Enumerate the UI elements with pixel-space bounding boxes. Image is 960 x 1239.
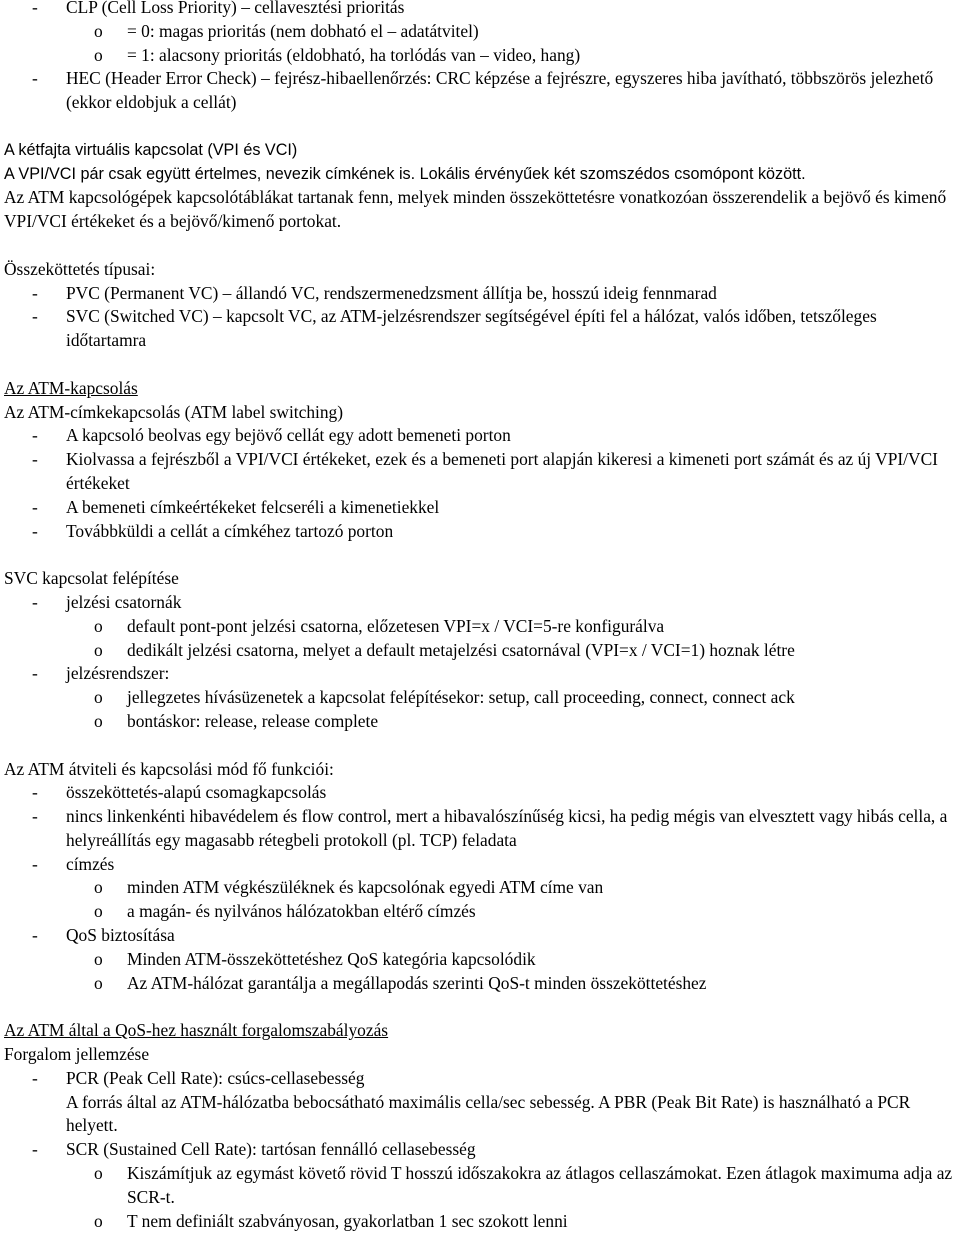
blank-line — [4, 115, 960, 139]
sub-bullet-item — [4, 710, 960, 734]
circle-marker: o — [94, 44, 103, 65]
paragraph: Összeköttetés típusai: — [4, 258, 156, 279]
item-text: a magán- és nyilvános hálózatokban eltérő címzés — [127, 901, 476, 922]
bullet-item — [4, 781, 960, 805]
bullet-item — [4, 1138, 960, 1162]
dash-marker: - — [32, 282, 38, 303]
sub-bullet-item — [4, 1162, 960, 1210]
sub-bullet-item — [4, 1210, 960, 1234]
item-text: PVC (Permanent VC) – állandó VC, rendszermenedzsment állítja be, hosszú ideig fennmarad — [66, 282, 717, 303]
circle-marker: o — [94, 710, 103, 731]
item-text: jellegzetes hívásüzenetek a kapcsolat felépítésekor: setup, call proceeding, connect, connect ack — [127, 687, 795, 708]
dash-marker: - — [32, 306, 38, 327]
blank-line — [4, 543, 960, 567]
circle-marker: o — [94, 877, 103, 898]
dash-marker: - — [32, 449, 38, 470]
dash-marker: - — [32, 1139, 38, 1160]
item-text: = 1: alacsony prioritás (eldobható, ha torlódás van – video, hang) — [127, 44, 581, 65]
bullet-item — [4, 1067, 960, 1091]
item-text: Kiszámítjuk az egymást követő rövid T hosszú időszakokra az átlagos cellaszámokat. Ezen átlagok maximuma adja az SCR-t. — [127, 1163, 953, 1207]
sub-bullet-item — [4, 20, 960, 44]
bullet-item — [4, 0, 960, 20]
item-text: összeköttetés-alapú csomagkapcsolás — [66, 782, 327, 803]
item-continuation: A forrás által az ATM-hálózatba bebocsátható maximális cella/sec sebesség. A PBR (Peak Bit Rate) is használható a PCR helyett. — [66, 1091, 911, 1136]
paragraph: A kétfajta virtuális kapcsolat (VPI és VCI) — [4, 140, 298, 159]
dash-marker: - — [32, 496, 38, 517]
sub-bullet-item — [4, 639, 960, 663]
dash-marker: - — [32, 806, 38, 827]
sub-bullet-item — [4, 44, 960, 68]
bullet-item — [4, 853, 960, 877]
item-text: dedikált jelzési csatorna, melyet a default metajelzési csatornával (VPI=x / VCI=1) hoznak létre — [127, 639, 795, 660]
item-text: bontáskor: release, release complete — [127, 710, 379, 731]
circle-marker: o — [94, 1163, 103, 1184]
item-text: PCR (Peak Cell Rate): csúcs-cellasebesség — [66, 1067, 365, 1088]
dash-marker: - — [32, 782, 38, 803]
item-text: HEC (Header Error Check) – fejrész-hibaellenőrzés: CRC képzése a fejrészre, egyszeres hiba javítható, többszörös jelezhető (ekkor eldobjuk a cellát) — [66, 68, 934, 113]
item-text: nincs linkenkénti hibavédelem és flow control, mert a hibavalószínűség kicsi, ha pedig mégis van elvesztett vagy hibás cella, a helyreállítás egy magasabb rétegbeli protokoll (pl. TCP) feladata — [66, 806, 948, 850]
circle-marker: o — [94, 687, 103, 708]
dash-marker: - — [32, 0, 38, 17]
dash-marker: - — [32, 925, 38, 946]
section-heading: Az ATM által a QoS-hez használt forgalomszabályozás — [4, 1020, 389, 1041]
paragraph: Az ATM átviteli és kapcsolási mód fő funkciói: — [4, 758, 334, 779]
bullet-item — [4, 424, 960, 448]
item-text: jelzésrendszer: — [66, 663, 170, 684]
bullet-item — [4, 305, 960, 353]
bullet-item — [4, 448, 960, 496]
item-text: = 0: magas prioritás (nem dobható el – adatátvitel) — [127, 20, 479, 41]
sub-bullet-item — [4, 972, 960, 996]
circle-marker: o — [94, 948, 103, 969]
section-heading: Az ATM-kapcsolás — [4, 377, 138, 398]
dash-marker: - — [32, 663, 38, 684]
circle-marker: o — [94, 639, 103, 660]
item-text: Az ATM-hálózat garantálja a megállapodás szerinti QoS-t minden összeköttetéshez — [127, 972, 707, 993]
dash-marker: - — [32, 425, 38, 446]
item-text: SVC (Switched VC) – kapcsolt VC, az ATM-jelzésrendszer segítségével építi fel a hálózat, valós időben, tetszőleges időtartamra — [66, 306, 877, 351]
bullet-item — [4, 67, 960, 115]
dash-marker: - — [32, 591, 38, 612]
document-page — [4, 0, 960, 1233]
sub-bullet-item — [4, 900, 960, 924]
sub-bullet-item — [4, 876, 960, 900]
item-text: Minden ATM-összeköttetéshez QoS kategória kapcsolódik — [127, 948, 536, 969]
dash-marker: - — [32, 853, 38, 874]
item-text: default pont-pont jelzési csatorna, előzetesen VPI=x / VCI=5-re konfigurálva — [127, 615, 665, 636]
bullet-item — [4, 924, 960, 948]
bullet-item — [4, 282, 960, 306]
item-text: T nem definiált szabványosan, gyakorlatban 1 sec szokott lenni — [127, 1210, 568, 1231]
bullet-item — [4, 520, 960, 544]
item-text: SCR (Sustained Cell Rate): tartósan fennálló cellasebesség — [66, 1139, 476, 1160]
item-text: CLP (Cell Loss Priority) – cellavesztési prioritás — [66, 0, 405, 17]
item-text: A bemeneti címkeértékeket felcseréli a kimenetiekkel — [66, 496, 440, 517]
paragraph: A VPI/VCI pár csak együtt értelmes, nevezik címkének is. Lokális érvényűek két szomszédos csomópont között. — [4, 164, 806, 183]
blank-line — [4, 734, 960, 758]
blank-line — [4, 353, 960, 377]
item-text: QoS biztosítása — [66, 925, 175, 946]
blank-line — [4, 995, 960, 1019]
paragraph: Az ATM kapcsológépek kapcsolótáblákat tartanak fenn, melyek minden összeköttetésre vonatkozóan összerendelik a bejövő és kimenő VPI/VCI értékeket és a bejövő/kimenő portokat. — [4, 187, 947, 232]
sub-bullet-item — [4, 615, 960, 639]
circle-marker: o — [94, 972, 103, 993]
paragraph: Forgalom jellemzése — [4, 1044, 150, 1065]
bullet-item — [4, 662, 960, 686]
item-text: címzés — [66, 853, 115, 874]
paragraph: SVC kapcsolat felépítése — [4, 568, 179, 589]
item-text: Továbbküldi a cellát a címkéhez tartozó porton — [66, 520, 394, 541]
sub-bullet-item — [4, 686, 960, 710]
bullet-item — [4, 496, 960, 520]
sub-bullet-item — [4, 948, 960, 972]
bullet-item — [4, 805, 960, 853]
item-text: jelzési csatornák — [66, 591, 182, 612]
circle-marker: o — [94, 1210, 103, 1231]
dash-marker: - — [32, 520, 38, 541]
item-text: minden ATM végkészüléknek és kapcsolónak egyedi ATM címe van — [127, 877, 604, 898]
item-text: A kapcsoló beolvas egy bejövő cellát egy adott bemeneti porton — [66, 425, 511, 446]
dash-marker: - — [32, 68, 38, 89]
item-text: Kiolvassa a fejrészből a VPI/VCI értékeket, ezek és a bemeneti port alapján kikeresi a kimeneti port számát és az új VPI/VCI értékeket — [66, 449, 938, 493]
circle-marker: o — [94, 20, 103, 41]
circle-marker: o — [94, 615, 103, 636]
blank-line — [4, 234, 960, 258]
dash-marker: - — [32, 1067, 38, 1088]
bullet-item — [4, 591, 960, 615]
paragraph: Az ATM-címkekapcsolás (ATM label switching) — [4, 401, 344, 422]
circle-marker: o — [94, 901, 103, 922]
